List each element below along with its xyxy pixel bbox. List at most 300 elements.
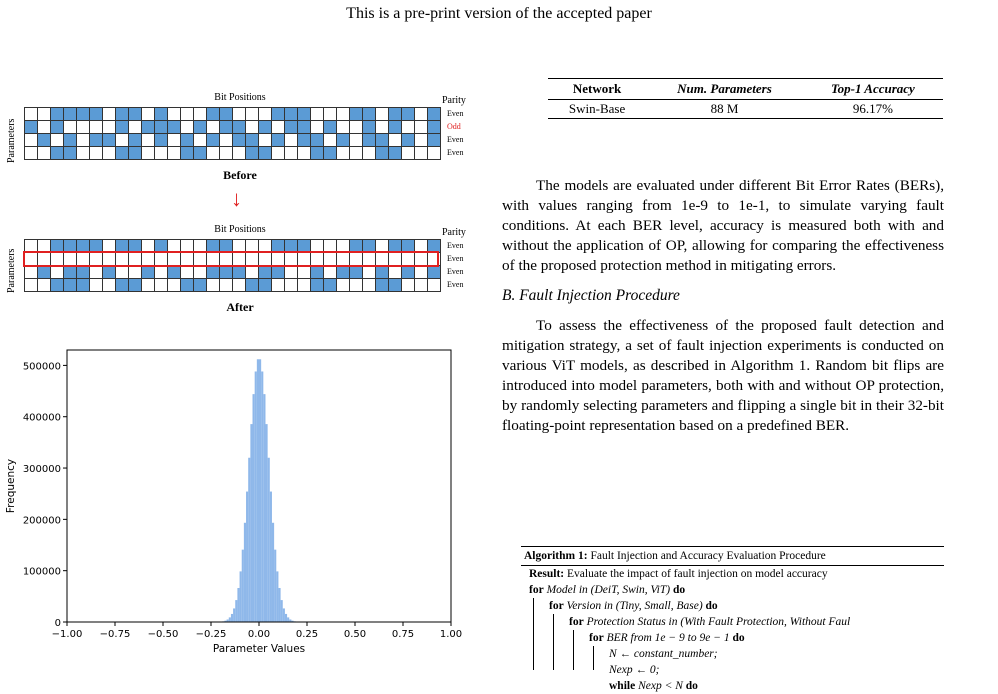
bit-cell [38,121,51,134]
bit-cell [64,279,77,292]
bit-cell [25,134,38,147]
bit-cell [90,108,103,121]
before-label: Before [200,168,280,183]
x-tick-label: 1.00 [440,629,462,640]
bit-cell [298,134,311,147]
bit-cell [77,147,90,160]
bit-cell [25,108,38,121]
bit-cell [116,134,129,147]
algo-indent-bar [573,630,574,670]
bit-cell [64,134,77,147]
network-table [548,78,943,119]
bit-cell [142,108,155,121]
bit-cell [194,108,207,121]
bit-cell [428,108,441,121]
bit-cell [337,121,350,134]
section-heading-b: B. Fault Injection Procedure [502,287,680,305]
algo-text: BER from 1e − 9 to 9e − 1 [604,632,733,644]
bit-cell [337,266,350,279]
histogram-bar [259,359,261,622]
bit-cell [155,108,168,121]
x-tick-label: 0.75 [392,629,414,640]
table-row [548,100,943,119]
page-header: This is a pre-print version of the accepted paper [0,5,998,23]
highlighted-row [23,251,439,267]
algo-text: Model in (DeiT, Swin, ViT) [544,584,673,596]
y-axis-label: Frequency [5,459,17,513]
bit-cell [155,147,168,160]
parity-value: Even [447,265,463,278]
bit-cell [103,266,116,279]
bit-cell [90,121,103,134]
histogram-bar [231,614,233,622]
bit-cell [350,266,363,279]
bit-cell [64,147,77,160]
algo-kw: for [589,632,604,644]
bit-cell [77,279,90,292]
bit-cell [311,134,324,147]
bit-cell [103,134,116,147]
histogram-bar [242,550,244,622]
bit-cell [103,147,116,160]
bit-cell [142,147,155,160]
bit-cell [389,279,402,292]
histogram-bar [270,492,272,622]
bit-cell [350,108,363,121]
y-tick-label: 100000 [23,567,61,578]
bit-cell [116,279,129,292]
bit-cell [220,134,233,147]
bit-cell [285,134,298,147]
parity-value: Even [447,146,463,159]
algo-kw: do [673,584,685,596]
x-axis-label: Parameter Values [213,643,305,655]
bit-cell [194,147,207,160]
histogram-bar [257,359,259,622]
bit-cell [376,147,389,160]
paragraph-fault-injection: To assess the effectiveness of the proposed fault detection and mitigation strategy, a set of fault injection experiments is conducted on various ViT models, as described in Algorithm 1. Random bit flips are introduced into model parameters, both with and without OP protection, by randomly selecting parameters and flipping a single bit in their 32-bit floating-point representation based on a predefined BER. [502,316,944,436]
table-header-num-params: Num. Parameters [646,79,803,100]
algo-text: N ← constant_number; [609,648,718,660]
bit-cell [90,147,103,160]
algo-line-5 [521,646,944,662]
bit-cell [90,266,103,279]
bit-cell [259,134,272,147]
bit-cell [64,266,77,279]
algo-kw: for [549,600,564,612]
bit-cell [220,121,233,134]
bit-cell [337,134,350,147]
bit-cell [363,147,376,160]
bit-cell [272,121,285,134]
bit-cell [181,134,194,147]
bit-cell [272,108,285,121]
bit-cell [142,266,155,279]
bit-cell [142,121,155,134]
bit-cell [233,279,246,292]
bit-cell [246,121,259,134]
bit-positions-label-after: Bit Positions [190,224,290,235]
bit-cell [415,266,428,279]
bit-cell [428,279,441,292]
bit-cell [142,279,155,292]
bit-cell [428,121,441,134]
bit-cell [168,134,181,147]
histogram-bar [233,608,235,622]
algorithm-title-text: Fault Injection and Accuracy Evaluation Procedure [588,550,826,562]
bit-cell [337,108,350,121]
bit-cell [142,134,155,147]
bit-cell [311,147,324,160]
algo-text: Version in (Tiny, Small, Base) [564,600,706,612]
bit-cell [207,266,220,279]
bit-cell [116,266,129,279]
bit-cell [389,266,402,279]
bit-cell [415,279,428,292]
bit-cell [168,266,181,279]
algo-line-2 [521,598,944,614]
x-tick-label: 0.50 [344,629,366,640]
bit-cell [116,108,129,121]
bit-cell [402,121,415,134]
bit-cell [350,134,363,147]
bit-cell [363,266,376,279]
bit-cell [272,147,285,160]
parity-header-after: Parity [442,227,466,238]
algo-line-3 [521,614,944,630]
bit-cell [103,279,116,292]
bit-cell [90,134,103,147]
paragraph-ber: The models are evaluated under different Bit Error Rates (BERs), with values ranging from 1e-9 to 1e-1, to simulate varying fault conditions. At each BER level, accuracy is measured both with and without the application of OP, allowing for comparing the effectiveness of the proposed protection method in mitigating errors. [502,176,944,276]
x-tick-label: −0.25 [196,629,227,640]
bit-cell [324,108,337,121]
bit-cell [376,134,389,147]
bit-cell [25,279,38,292]
bit-cell [272,266,285,279]
bit-cell [129,266,142,279]
bit-cell [168,147,181,160]
bit-cell [298,108,311,121]
bit-cell [389,121,402,134]
bit-cell [415,134,428,147]
bit-cell [77,266,90,279]
algo-kw: for [569,616,584,628]
bit-cell [38,266,51,279]
parameters-axis-label-after: Parameters [6,249,17,293]
bit-cell [389,108,402,121]
histogram-bar [278,588,280,622]
histogram-bar [244,523,246,622]
bit-cell [168,279,181,292]
bit-cell [363,108,376,121]
after-label: After [200,300,280,315]
bit-cell [246,266,259,279]
bit-cell [233,121,246,134]
bit-cell [324,121,337,134]
bit-cell [233,147,246,160]
bit-cell [181,266,194,279]
bit-cell [51,279,64,292]
bit-cell [389,147,402,160]
bit-cell [77,121,90,134]
bit-cell [324,134,337,147]
bit-cell [51,266,64,279]
bit-cell [324,279,337,292]
bit-cell [376,279,389,292]
bit-cell [402,108,415,121]
bit-cell [220,279,233,292]
bit-cell [259,266,272,279]
algo-result-kw: Result: [529,568,564,580]
bit-cell [181,108,194,121]
bit-cell [402,147,415,160]
parity-value: Even [447,107,463,120]
table-header-network: Network [548,79,646,100]
bit-cell [298,147,311,160]
bit-cell [168,121,181,134]
x-tick-label: −0.50 [148,629,179,640]
histogram-bar [255,371,257,622]
histogram-bar [283,608,285,622]
bit-cell [246,108,259,121]
bit-cell [246,279,259,292]
bit-cell [324,266,337,279]
histogram-bar [229,617,231,622]
bit-cell [77,134,90,147]
before-bit-grid [24,107,441,160]
bit-cell [168,108,181,121]
bit-cell [298,266,311,279]
bit-cell [337,147,350,160]
bit-cell [311,121,324,134]
histogram-bar [240,571,242,622]
bit-cell [389,134,402,147]
algo-line-result [521,566,944,582]
algo-kw: do [706,600,718,612]
algo-text: Protection Status in (With Fault Protection, Without Faul [584,616,851,628]
bit-cell [181,147,194,160]
bit-cell [259,108,272,121]
algo-line-1 [521,582,944,598]
bit-cell [415,121,428,134]
bit-cell [51,134,64,147]
bit-cell [207,134,220,147]
bit-cell [155,121,168,134]
table-cell-accuracy: 96.17% [803,100,943,119]
algo-indent-bar [533,598,534,670]
bit-cell [350,121,363,134]
bit-cell [194,121,207,134]
parity-value: Even [447,133,463,146]
algo-kw: do [732,632,744,644]
bit-cell [246,134,259,147]
x-tick-label: 0.25 [296,629,318,640]
bit-cell [428,147,441,160]
algo-indent-bar [593,646,594,670]
bit-cell [129,121,142,134]
y-tick-label: 500000 [23,361,61,372]
bit-cell [324,147,337,160]
bit-cell [220,147,233,160]
table-header-accuracy: Top-1 Accuracy [803,79,943,100]
x-tick-label: −1.00 [52,629,83,640]
algorithm-title [521,546,944,566]
bit-cell [181,279,194,292]
bit-cell [233,108,246,121]
algo-indent-bar [553,614,554,670]
bit-cell [220,266,233,279]
parity-value: Even [447,278,463,291]
bit-cell [64,108,77,121]
bit-cell [259,147,272,160]
bit-cell [285,121,298,134]
bit-cell [428,134,441,147]
histogram-bar [285,614,287,622]
bit-cell [38,108,51,121]
histogram-bar [261,371,263,622]
algo-line-4 [521,630,944,646]
bit-cell [51,147,64,160]
histogram-bar [263,394,265,622]
histogram-bar [246,492,248,622]
bit-cell [220,108,233,121]
bit-cell [363,279,376,292]
bit-cell [285,279,298,292]
x-tick-label: −0.75 [100,629,131,640]
bit-cell [233,134,246,147]
bit-cell [51,108,64,121]
histogram-bar [272,523,274,622]
bit-cell [90,279,103,292]
bit-cell [259,121,272,134]
bit-cell [207,121,220,134]
histogram-bar [235,600,237,622]
bit-cell [51,121,64,134]
bit-cell [38,147,51,160]
table-cell-network: Swin-Base [548,100,646,119]
algo-line-6 [521,662,944,678]
algo-kw: for [529,584,544,596]
bit-cell [38,279,51,292]
algorithm-1 [521,546,944,694]
bit-cell [194,134,207,147]
bit-cell [311,108,324,121]
histogram-bar [276,571,278,622]
bit-cell [116,147,129,160]
parity-value: Even [447,239,463,252]
bit-cell [363,121,376,134]
bit-cell [64,121,77,134]
bit-cell [25,147,38,160]
algo-kw: while [609,680,635,692]
bit-cell [181,121,194,134]
algo-text: Nexp ← 0; [609,664,659,676]
bit-cell [311,266,324,279]
bit-cell [428,266,441,279]
bit-cell [272,279,285,292]
bit-cell [207,147,220,160]
algorithm-title-label: Algorithm 1: [524,550,588,562]
bit-cell [155,266,168,279]
bit-cell [207,108,220,121]
bit-cell [376,266,389,279]
algo-line-7 [521,678,944,694]
bit-cell [402,279,415,292]
bit-cell [38,134,51,147]
bit-cell [129,279,142,292]
bit-cell [25,266,38,279]
bit-positions-label-before: Bit Positions [190,92,290,103]
bit-cell [129,108,142,121]
bit-cell [311,279,324,292]
histogram-bar [281,600,283,622]
bit-cell [298,121,311,134]
bit-cell [363,134,376,147]
algo-text: Nexp < N [635,680,686,692]
y-tick-label: 300000 [23,464,61,475]
bit-cell [207,279,220,292]
histogram-bar [253,394,255,622]
bit-cell [285,108,298,121]
bit-cell [350,279,363,292]
bit-cell [337,279,350,292]
bit-cell [155,279,168,292]
bit-cell [246,147,259,160]
y-tick-label: 400000 [23,413,61,424]
bit-cell [415,108,428,121]
parameters-axis-label-before: Parameters [6,119,17,163]
histogram-bar [248,458,250,622]
table-cell-params: 88 M [646,100,803,119]
bit-cell [402,134,415,147]
bit-cell [103,108,116,121]
bit-cell [233,266,246,279]
bit-cell [129,134,142,147]
x-tick-label: 0.00 [248,629,270,640]
histogram-bar [237,588,239,622]
bit-cell [402,266,415,279]
bit-cell [376,108,389,121]
histogram-bar [274,550,276,622]
parity-value: Even [447,252,463,265]
bit-cell [25,121,38,134]
histogram-chart [0,340,470,676]
histogram-bar [250,424,252,622]
bit-cell [194,279,207,292]
histogram-bar [265,424,267,622]
y-tick-label: 0 [55,618,61,629]
down-arrow: ↓ [231,188,242,210]
bit-cell [129,147,142,160]
bit-cell [415,147,428,160]
algo-result-text: Evaluate the impact of fault injection on model accuracy [564,568,827,580]
parity-header-before: Parity [442,95,466,106]
bit-cell [116,121,129,134]
bit-cell [155,134,168,147]
bit-cell [298,279,311,292]
bit-cell [376,121,389,134]
algo-kw: do [686,680,698,692]
bit-cell [77,108,90,121]
bit-cell [350,147,363,160]
bit-cell [272,134,285,147]
parity-value: Odd [447,120,461,133]
histogram-bar [268,458,270,622]
bit-cell [259,279,272,292]
bit-cell [103,121,116,134]
bit-cell [285,266,298,279]
histogram-bar [287,617,289,622]
